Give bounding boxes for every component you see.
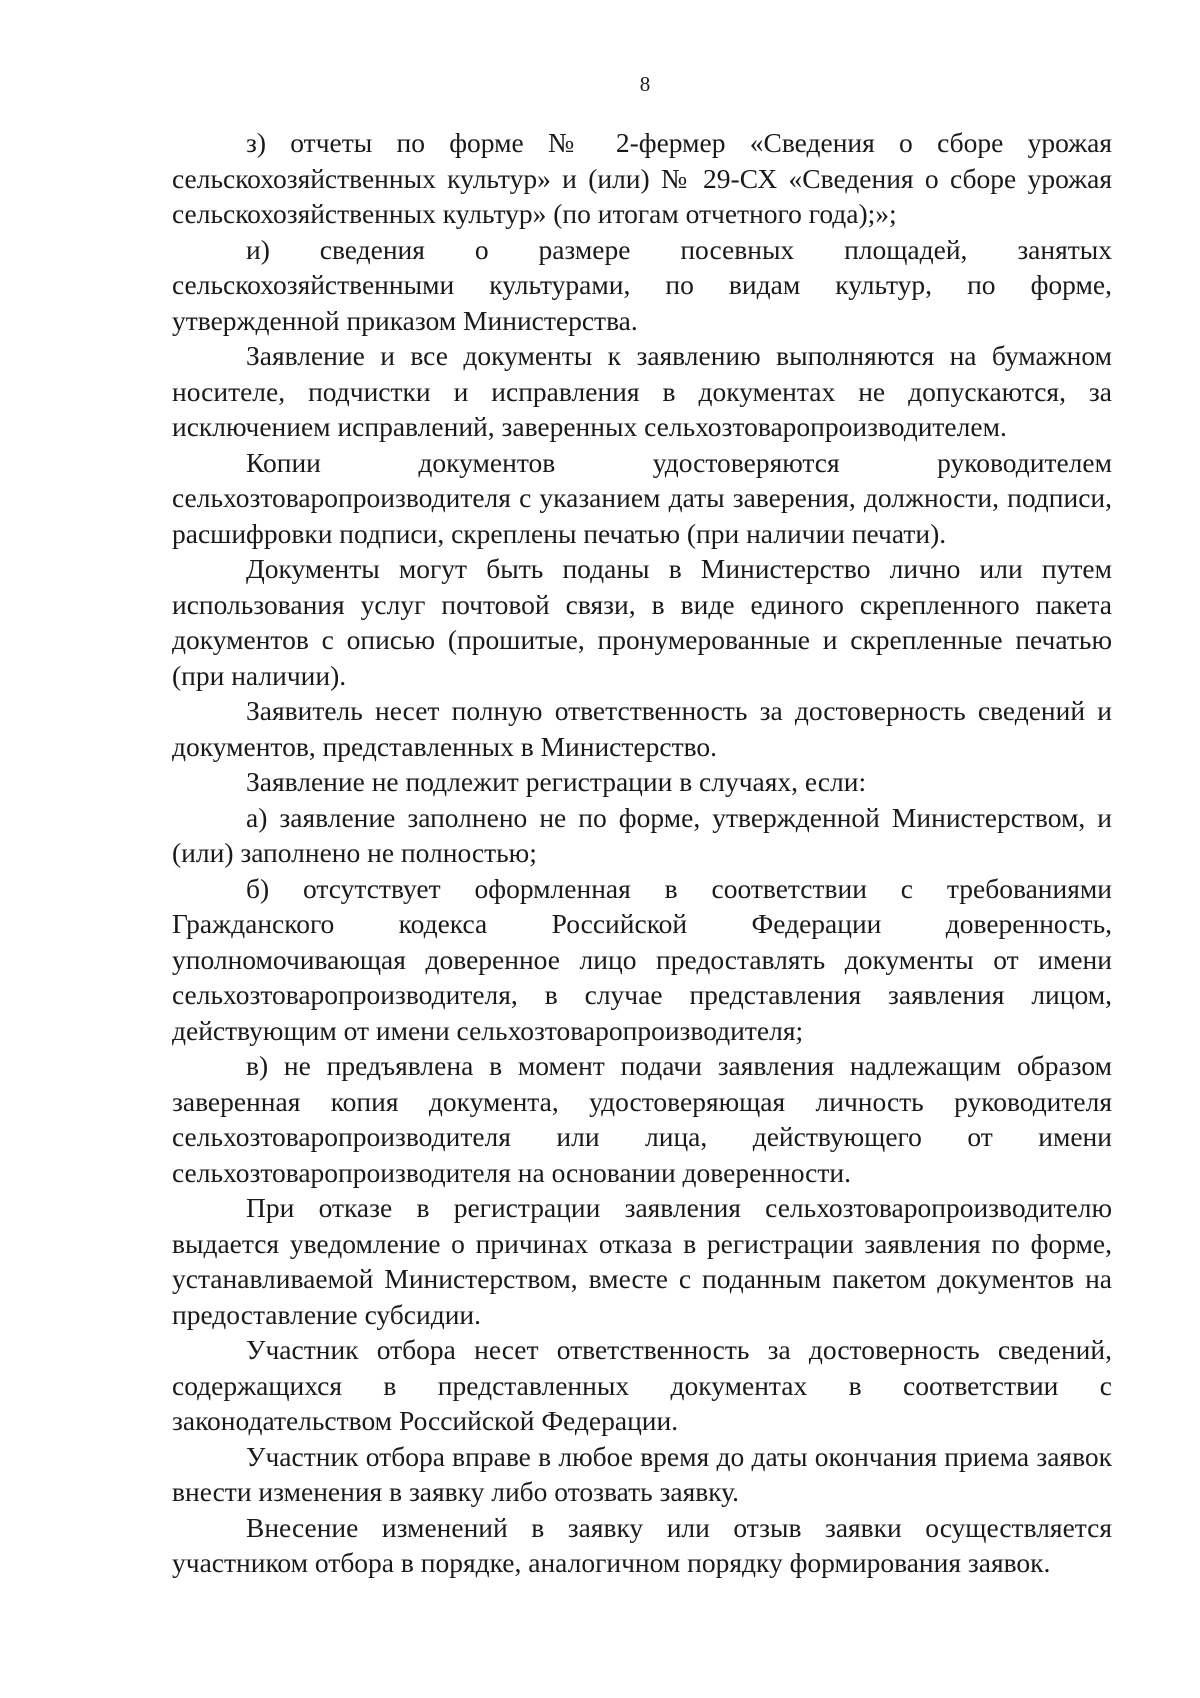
paragraph-case-a: а) заявление заполнено не по форме, утвержденной Министерством, и (или) заполнено не полностью; bbox=[172, 801, 1112, 868]
paragraph-item-z: з) отчеты по форме № 2-фермер «Сведения о сборе урожая сельскохозяйственных культур» и (или) № 29-СХ «Сведения о сборе урожая сельскохозяйственных культур» (по итогам отчетного года);»; bbox=[172, 127, 1112, 229]
paragraph-refusal-notice: При отказе в регистрации заявления сельхозтоваропроизводителю выдается уведомление о причинах отказа в регистрации заявления по форме, устанавливаемой Министерством, вместе с поданным пакетом документов на предоставление субсидии. bbox=[172, 1192, 1112, 1330]
paragraph-item-i: и) сведения о размере посевных площадей, занятых сельскохозяйственными культурами, по видам культур, по форме, утвержденной приказом Министерства. bbox=[172, 233, 1112, 336]
paragraph-changes-procedure: Внесение изменений в заявку или отзыв заявки осуществляется участником отбора в порядке, аналогичном порядку формирования заявок. bbox=[172, 1511, 1112, 1578]
paragraph-case-b: б) отсутствует оформленная в соответствии с требованиями Гражданского кодекса Российской Федерации доверенность, уполномочивающая доверенное лицо предоставлять документы от имени сельхозтоваропроизводителя, в случае представления заявления лицом, действующим от имени сельхозтоваропроизводителя; bbox=[172, 872, 1112, 1046]
page-number: 8 bbox=[639, 72, 651, 96]
paragraph-registration-refusal-cases: Заявление не подлежит регистрации в случаях, если: bbox=[246, 766, 867, 797]
document-body bbox=[172, 125, 1112, 1581]
paragraph-document-copies: Копии документов удостоверяются руководителем сельхозтоваропроизводителя с указанием даты заверения, должности, подписи, расшифровки подписи, скреплены печатью (при наличии печати). bbox=[172, 446, 1112, 549]
paragraph-submission: Документы могут быть поданы в Министерство лично или путем использования услуг почтовой связи, в виде единого скрепленного пакета документов с описью (прошитые, пронумерованные и скрепленные печатью (при наличии). bbox=[172, 553, 1112, 691]
paragraph-case-v: в) не предъявлена в момент подачи заявления надлежащим образом заверенная копия документа, удостоверяющая личность руководителя сельхозтоваропроизводителя или лица, действующего от имени сельхозтоваропроизводителя на основании доверенности. bbox=[172, 1050, 1112, 1188]
paragraph-participant-responsibility: Участник отбора несет ответственность за достоверность сведений, содержащихся в представленных документах в соответствии с законодательством Российской Федерации. bbox=[172, 1334, 1112, 1436]
paragraph-application-changes: Участник отбора вправе в любое время до даты окончания приема заявок внести изменения в заявку либо отозвать заявку. bbox=[172, 1440, 1112, 1507]
paragraph-applicant-responsibility: Заявитель несет полную ответственность за достоверность сведений и документов, представленных в Министерство. bbox=[172, 695, 1112, 762]
paragraph-application-format: Заявление и все документы к заявлению выполняются на бумажном носителе, подчистки и исправления в документах не допускаются, за исключением исправлений, заверенных сельхозтоваропроизводителем. bbox=[172, 340, 1112, 442]
